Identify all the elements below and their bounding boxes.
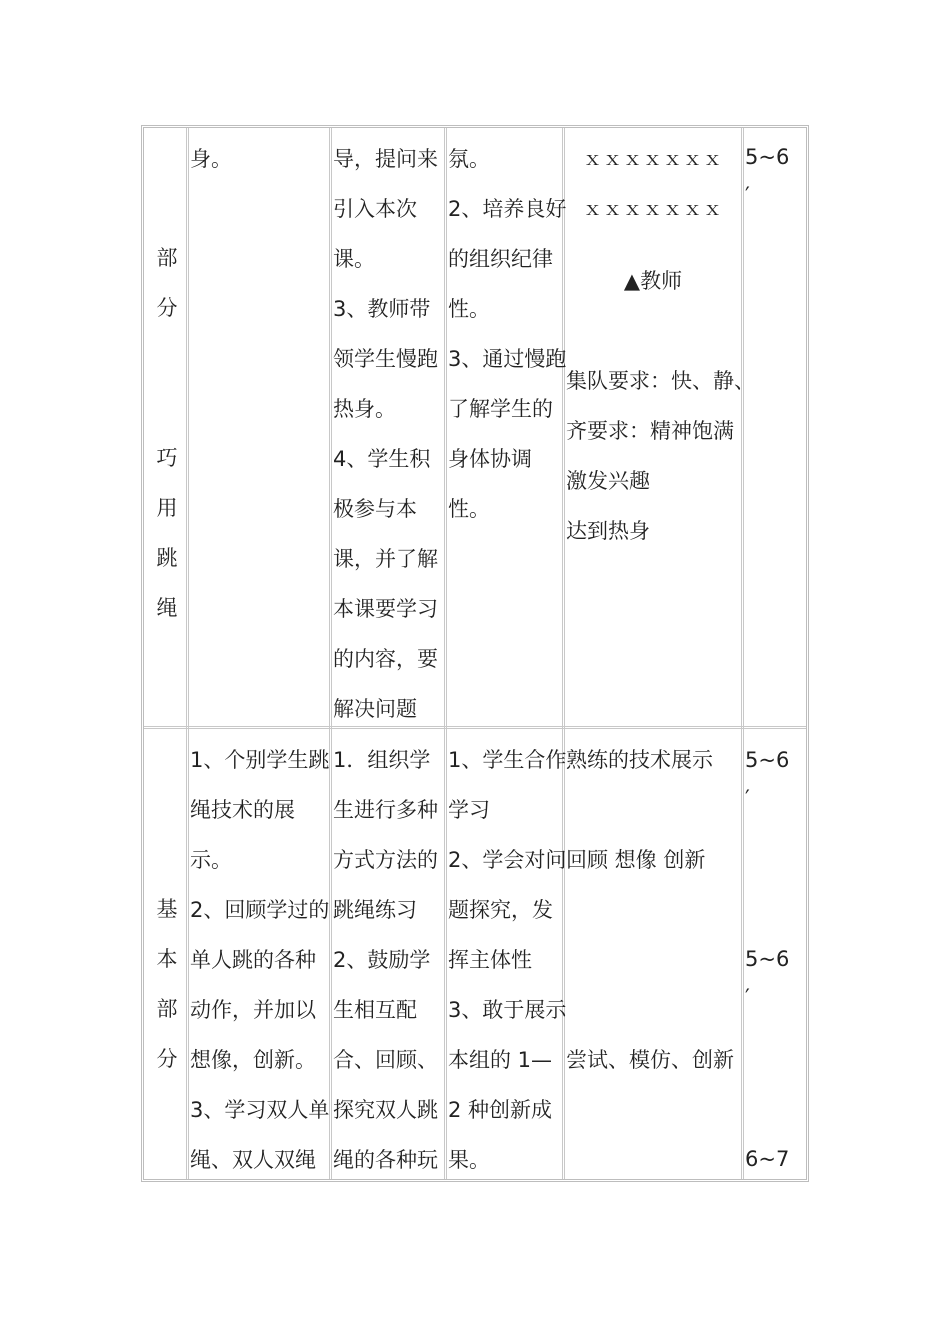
text-line: 绳的各种玩 — [333, 1148, 438, 1172]
label-char: 跳 — [156, 546, 178, 570]
text-line: 激发兴趣 — [566, 469, 650, 493]
text-line: 的内容，要 — [333, 647, 438, 671]
time-unit: ′ — [745, 985, 750, 1009]
formation-row: ｘｘｘｘｘｘｘ — [582, 148, 723, 170]
text-line: 领学生慢跑 — [333, 347, 438, 371]
text-line: 本课要学习 — [333, 597, 438, 621]
text-line: 方式方法的 — [333, 848, 438, 872]
text-line: 1、个别学生跳 — [190, 748, 330, 772]
row2-goals — [448, 735, 566, 1185]
lesson-plan-table — [141, 125, 809, 1182]
text-line: 探究双人跳 — [333, 1098, 438, 1122]
text-line: 性。 — [448, 497, 490, 521]
row1-teacher-activity — [333, 134, 438, 734]
text-line: 1．组织学 — [333, 748, 431, 772]
column-divider — [186, 128, 189, 1179]
text-line — [566, 985, 734, 1035]
text-line: 单人跳的各种 — [190, 948, 316, 972]
column-divider — [444, 128, 447, 1179]
text-line: 身体协调 — [448, 447, 532, 471]
text-line: 生进行多种 — [333, 798, 438, 822]
text-line: 集队要求：快、静、 — [566, 369, 755, 393]
text-line — [566, 885, 734, 935]
text-line: 挥主体性 — [448, 948, 532, 972]
time-value: 5~6 — [745, 748, 790, 772]
row1-section-label-top — [152, 233, 182, 333]
text-line: 3、敢于展示 — [448, 998, 567, 1022]
text-line: 2、培养良好 — [448, 197, 567, 221]
row1-requirements — [566, 356, 755, 556]
teacher-marker: ▲教师 — [623, 269, 683, 293]
row2-notes — [566, 735, 734, 1085]
text-line: 氛。 — [448, 147, 490, 171]
text-line: 合、回顾、 — [333, 1048, 438, 1072]
label-char: 用 — [156, 496, 178, 520]
text-line: 3、通过慢跑 — [448, 347, 567, 371]
column-divider — [741, 128, 744, 1179]
text-line: 2、回顾学过的 — [190, 898, 330, 922]
text-line: 课。 — [333, 247, 375, 271]
row1-goals — [448, 134, 566, 534]
text-line: 1、学生合作 — [448, 748, 567, 772]
time-unit: ′ — [745, 786, 750, 810]
text-line: 果。 — [448, 1148, 490, 1172]
text-line: 2 种创新成 — [448, 1098, 553, 1122]
row2-content — [190, 735, 329, 1185]
text-line: 的组织纪律 — [448, 247, 553, 271]
text-line: 绳技术的展 — [190, 798, 295, 822]
row2-time1 — [745, 735, 789, 823]
text-line: 绳、双人双绳 — [190, 1148, 316, 1172]
text-line: 性。 — [448, 297, 490, 321]
row-divider — [144, 726, 806, 729]
text-line — [566, 785, 734, 835]
text-line: 跳绳练习 — [333, 898, 417, 922]
row1-time — [745, 132, 789, 220]
time-unit: ′ — [745, 183, 750, 207]
label-char: 部 — [156, 246, 178, 270]
text-line: 导，提问来 — [333, 147, 438, 171]
text-line: 4、学生积 — [333, 447, 431, 471]
text-line: 示。 — [190, 848, 232, 872]
label-char: 部 — [156, 997, 178, 1021]
text-line: 尝试、模仿、创新 — [566, 1048, 734, 1072]
label-char: 分 — [156, 1047, 178, 1071]
text-line: 本组的 1— — [448, 1048, 553, 1072]
text-line: 学习 — [448, 798, 490, 822]
content-line: 身。 — [190, 147, 232, 171]
row2-time2 — [745, 934, 789, 1022]
label-char: 分 — [156, 296, 178, 320]
text-line: 热身。 — [333, 397, 396, 421]
formation-row: ｘｘｘｘｘｘｘ — [582, 198, 723, 220]
label-char: 基 — [156, 897, 178, 921]
row2-time3 — [745, 1134, 789, 1184]
time-value: 6~7 — [745, 1147, 790, 1171]
text-line: 动作，并加以 — [190, 998, 316, 1022]
label-char: 绳 — [156, 596, 178, 620]
text-line: 想像，创新。 — [190, 1048, 316, 1072]
text-line: 引入本次 — [333, 197, 417, 221]
row1-formation — [568, 134, 738, 234]
text-line: 齐要求：精神饱满 — [566, 419, 734, 443]
time-value: 5~6 — [745, 947, 790, 971]
row2-teacher-activity — [333, 735, 438, 1185]
label-char: 巧 — [156, 446, 178, 470]
label-char: 本 — [156, 947, 178, 971]
text-line: 3、学习双人单 — [190, 1098, 330, 1122]
text-line: 回顾 想像 创新 — [566, 848, 706, 872]
text-line: 3、教师带 — [333, 297, 431, 321]
text-line: 解决问题 — [333, 697, 417, 721]
row1-content — [190, 134, 232, 184]
text-line: 极参与本 — [333, 497, 417, 521]
time-value: 5~6 — [745, 145, 790, 169]
text-line: 生相互配 — [333, 998, 417, 1022]
text-line: 2、鼓励学 — [333, 948, 431, 972]
text-line: 2、学会对问 — [448, 848, 567, 872]
text-line: 了解学生的 — [448, 397, 553, 421]
text-line: 课，并了解 — [333, 547, 438, 571]
text-line — [566, 935, 734, 985]
column-divider — [329, 128, 332, 1179]
row2-section-label — [152, 884, 182, 1084]
text-line: 达到热身 — [566, 519, 650, 543]
text-line: 题探究，发 — [448, 898, 553, 922]
text-line: 熟练的技术展示 — [566, 748, 713, 772]
row1-section-label-bottom — [152, 433, 182, 633]
